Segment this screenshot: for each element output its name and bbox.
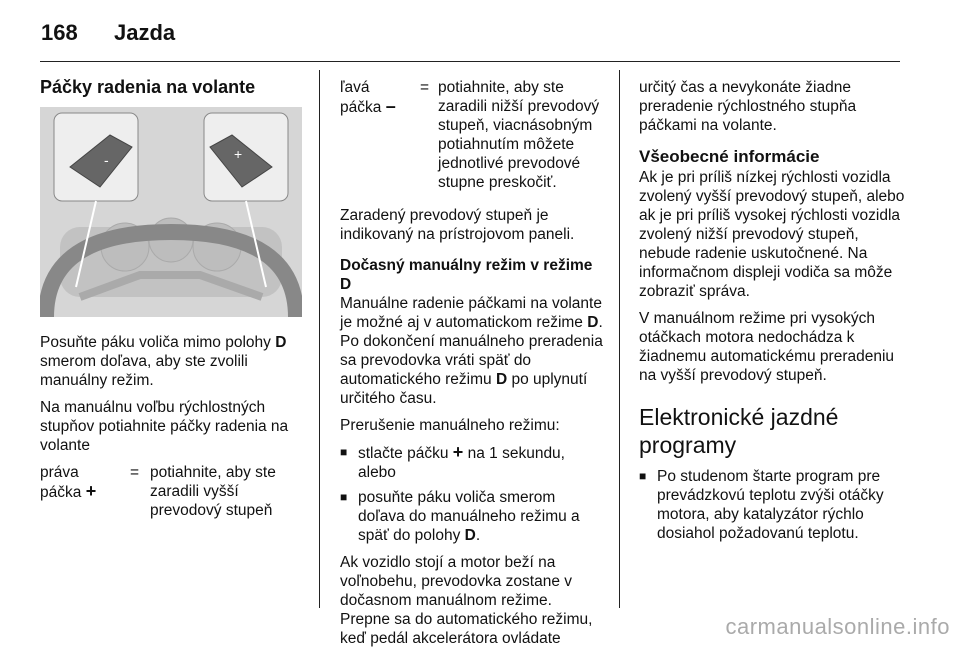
- definition-right-paddle: práva páčka + = potiahnite, aby ste zaradili vyšší prevodový stupeň: [40, 463, 304, 520]
- paragraph-manual-mode: Posuňte páku voliča mimo polohy D smerom doľava, aby ste zvolili manuálny režim.: [40, 334, 287, 389]
- chapter-title: Jazda: [114, 20, 176, 45]
- left-paddle-description: potiahnite, aby ste zaradili nižší prevodový stupeň, viacnásobným potiahnutím môžete jednotlivé prevodové stupne preskočiť.: [438, 79, 600, 191]
- plus-icon: +: [85, 481, 97, 501]
- steering-wheel-image: [40, 107, 302, 317]
- header-rule: [40, 61, 900, 62]
- paddle-minus-label: -: [104, 152, 109, 168]
- right-paddle-description: potiahnite, aby ste zaradili vyšší prevodový stupeň: [150, 464, 276, 519]
- column-2: [340, 78, 604, 656]
- paragraph-gear-indication: Zaradený prevodový stupeň je indikovaný na prístrojovom paneli.: [340, 207, 575, 243]
- interrupt-list: [340, 443, 604, 545]
- paragraph-idle: Ak vozidlo stojí a motor beží na voľnobehu, prevodovka zostane v dočasnom manuálnom režime. Prepne sa do automatického režimu, keď pedál akcelerátora ovládate: [340, 554, 593, 647]
- paragraph-temporary-manual: Manuálne radenie páčkami na volante je možné aj v automatickom režime D. Po dokončení manuálneho preradenia sa prevodovka vráti späť do automatického režimu D po uplynutí určitého času.: [340, 295, 603, 407]
- paragraph-paddle-usage: Na manuálnu voľbu rýchlostných stupňov potiahnite páčky radenia na volante: [40, 399, 289, 454]
- minus-icon: –: [385, 96, 396, 116]
- column-1: [40, 78, 304, 109]
- list-item: ■ stlačte páčku + na 1 sekundu, alebo: [340, 443, 604, 482]
- list-item: ■ Po studenom štarte program pre prevádzkovú teplotu zvýši otáčky motora, aby katalyzátor rýchlo dosiahol požadovanú teplotu.: [639, 467, 905, 543]
- right-paddle-term: práva: [40, 464, 79, 481]
- steering-wheel-illustration: [40, 107, 302, 317]
- column-divider-1: [319, 70, 320, 608]
- definition-left-paddle: ľavá páčka – = potiahnite, aby ste zaradili nižší prevodový stupeň, viacnásobným potiahnutím môžete jednotlivé prevodové stupne preskočiť.: [340, 78, 604, 192]
- column-1-text: [40, 333, 304, 530]
- programs-list: [639, 467, 905, 543]
- column-divider-2: [619, 70, 620, 608]
- left-paddle-term: ľavá: [340, 79, 370, 96]
- list-item: ■ posuňte páku voliča smerom doľava do manuálneho režimu a späť do polohy D.: [340, 488, 604, 545]
- paragraph-general-info: Ak je pri príliš nízkej rýchlosti vozidla zvolený vyšší prevodový stupeň, alebo ak je pri príliš vysokej rýchlosti vozidla zvolený nižší prevodový stupeň, nebude radenie uskutočnené. Na informačnom displeji vodiča sa môže zobraziť správa.: [639, 169, 905, 300]
- section-heading-paddles: Páčky radenia na volante: [40, 77, 256, 97]
- heading-general-info: Všeobecné informácie: [639, 147, 820, 166]
- watermark: carmanualsonline.info: [725, 614, 950, 639]
- column-3: [639, 78, 905, 551]
- paddle-plus-label: +: [234, 146, 243, 162]
- subheading-temporary-manual: Dočasný manuálny režim v režime D: [340, 257, 593, 293]
- paragraph-continuation: určitý čas a nevykonáte žiadne preradenie rýchlostného stupňa páčkami na volante.: [639, 79, 857, 134]
- plus-icon: +: [452, 442, 464, 462]
- paragraph-high-rpm: V manuálnom režime pri vysokých otáčkach motora nedochádza k žiadnemu automatickému preradeniu na vyšší prevodový stupeň.: [639, 310, 895, 384]
- page-header: [0, 0, 960, 60]
- page-number: 168: [41, 20, 78, 45]
- heading-electronic-programs: Elektronické jazdné programy: [639, 404, 839, 458]
- paragraph-interrupt: Prerušenie manuálneho režimu:: [340, 417, 560, 434]
